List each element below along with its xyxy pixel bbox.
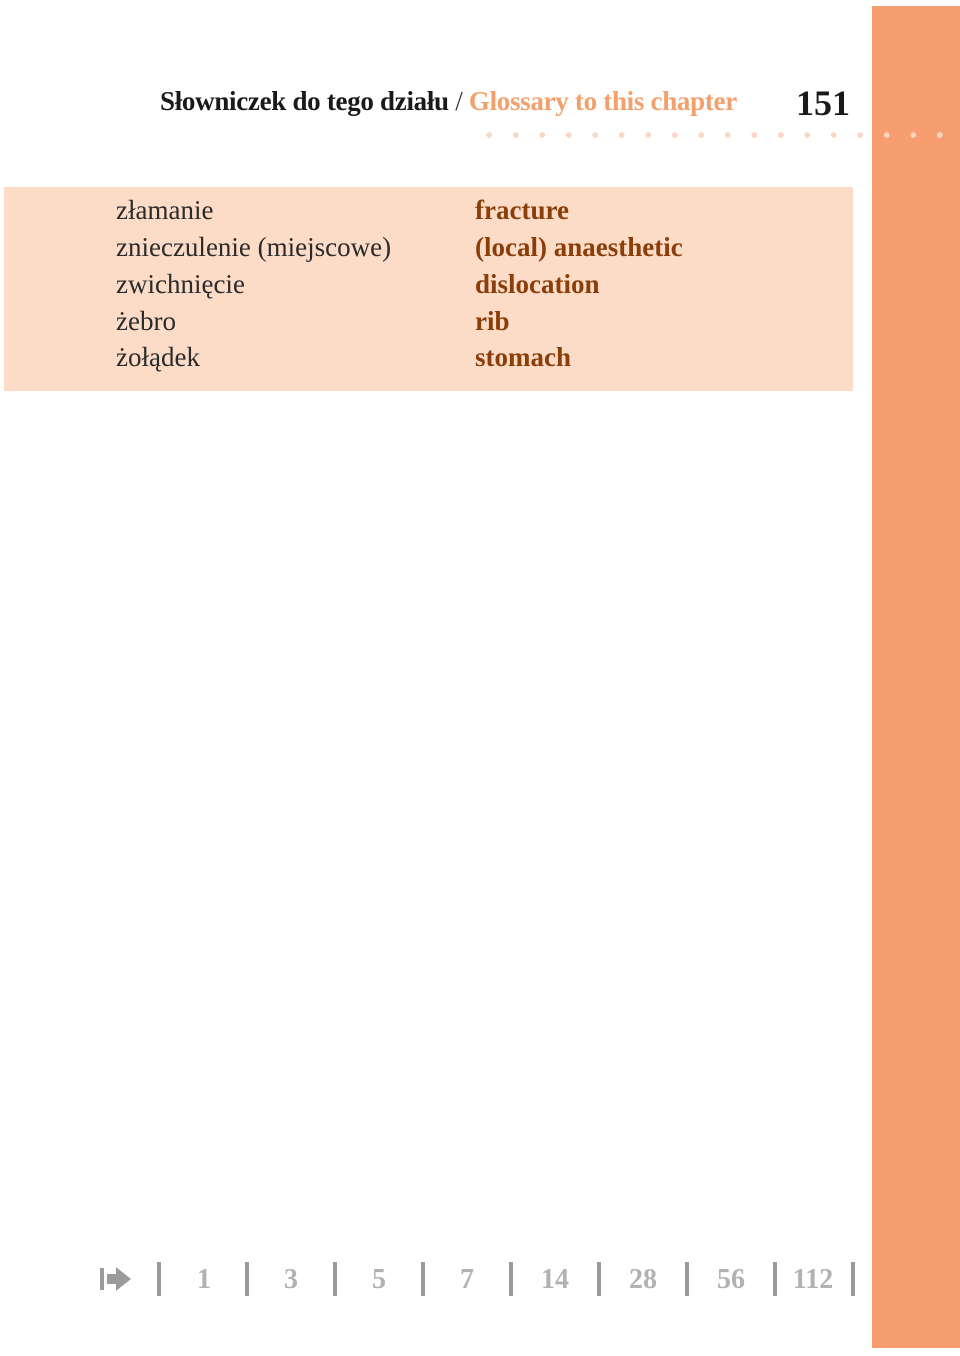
nav-page-link[interactable]: 3 (284, 1264, 298, 1295)
page-header (160, 82, 850, 122)
nav-separator (509, 1262, 513, 1296)
glossary-table (4, 187, 853, 391)
nav-page-link[interactable]: 28 (629, 1264, 657, 1295)
nav-separator (421, 1262, 425, 1296)
nav-page-link[interactable]: 5 (372, 1264, 386, 1295)
page-title-polish: Słowniczek do tego działu (160, 86, 449, 116)
nav-separator (157, 1262, 161, 1296)
page-title (160, 86, 737, 117)
dotted-divider (476, 131, 960, 139)
term-english: dislocation (475, 269, 600, 299)
title-separator: / (455, 86, 463, 116)
nav-separator (773, 1262, 777, 1296)
term-english: (local) anaesthetic (475, 232, 683, 262)
nav-separator (851, 1262, 855, 1296)
glossary-row (4, 306, 853, 342)
glossary-row (4, 232, 853, 268)
nav-separator (333, 1262, 337, 1296)
nav-separator (685, 1262, 689, 1296)
term-english: rib (475, 306, 510, 336)
term-polish: żebro (116, 306, 176, 336)
term-english: fracture (475, 195, 569, 225)
nav-page-link[interactable]: 1 (197, 1264, 211, 1295)
term-polish: zwichnięcie (116, 269, 245, 299)
nav-separator (597, 1262, 601, 1296)
nav-separator (245, 1262, 249, 1296)
glossary-row (4, 269, 853, 305)
term-english: stomach (475, 342, 571, 372)
page-number: 151 (796, 83, 850, 123)
nav-page-link[interactable]: 14 (541, 1264, 569, 1295)
glossary-row (4, 342, 853, 378)
arrow-right-icon[interactable] (100, 1266, 132, 1292)
side-color-bar (872, 6, 960, 1348)
term-polish: żołądek (116, 342, 200, 372)
page-title-english: Glossary to this chapter (468, 86, 737, 116)
nav-page-link[interactable]: 56 (717, 1264, 745, 1295)
nav-page-link[interactable]: 7 (460, 1264, 474, 1295)
glossary-row (4, 195, 853, 231)
nav-page-link[interactable]: 112 (792, 1264, 834, 1295)
page-navigation (100, 1262, 860, 1298)
term-polish: znieczulenie (miejscowe) (116, 232, 392, 262)
term-polish: złamanie (116, 195, 214, 225)
